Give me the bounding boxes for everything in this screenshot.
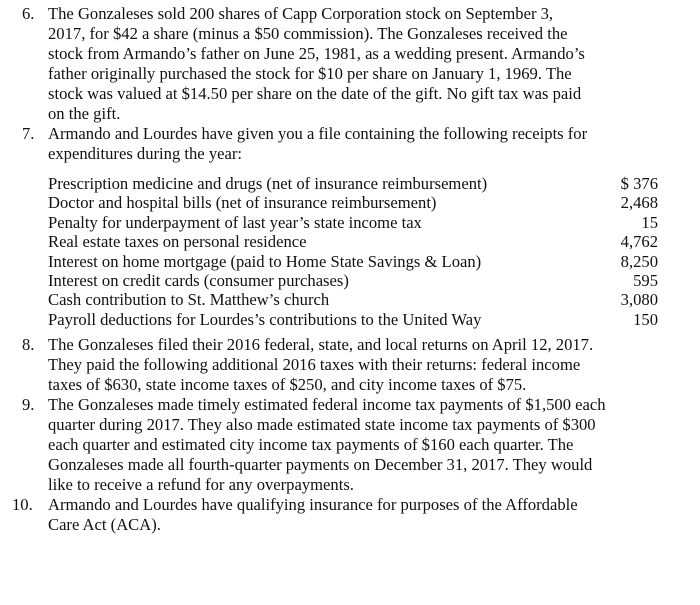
paragraph-line: The Gonzaleses made timely estimated federal income tax payments of $1,500 each bbox=[48, 395, 606, 415]
paragraph-line: stock was valued at $14.50 per share on the date of the gift. No gift tax was paid bbox=[48, 84, 582, 103]
receipt-row bbox=[48, 252, 658, 271]
item-body bbox=[48, 4, 690, 124]
receipt-row bbox=[48, 213, 658, 232]
receipt-label: Penalty for underpayment of last year’s state income tax bbox=[48, 212, 422, 232]
item-paragraph bbox=[48, 395, 690, 495]
paragraph-line: quarter during 2017. They also made estimated state income tax payments of $300 bbox=[48, 415, 596, 435]
paragraph-line: Care Act (ACA). bbox=[48, 515, 161, 535]
item-body bbox=[48, 335, 690, 395]
paragraph-line: each quarter and estimated city income tax payments of $160 each quarter. The bbox=[48, 435, 574, 455]
paragraph-line: like to receive a refund for any overpayments. bbox=[48, 475, 354, 495]
item-10 bbox=[12, 495, 690, 535]
item-paragraph bbox=[48, 4, 690, 124]
receipts-list bbox=[48, 174, 658, 329]
receipt-row bbox=[48, 310, 658, 329]
item-8 bbox=[22, 335, 690, 395]
receipt-amount: 15 bbox=[641, 212, 658, 232]
item-body bbox=[48, 395, 690, 495]
receipt-label: Interest on credit cards (consumer purchases) bbox=[48, 271, 349, 291]
receipt-label: Doctor and hospital bills (net of insurance reimbursement) bbox=[48, 193, 437, 213]
receipt-label: Cash contribution to St. Matthew’s church bbox=[48, 290, 330, 310]
item-number: 7. bbox=[22, 124, 35, 143]
item-paragraph bbox=[48, 495, 690, 535]
paragraph-line: on the gift. bbox=[48, 104, 121, 123]
receipt-amount: 8,250 bbox=[620, 251, 658, 271]
item-paragraph bbox=[48, 124, 690, 164]
paragraph-line: 2017, for $42 a share (minus a $50 commission). The Gonzaleses received the bbox=[48, 24, 568, 43]
receipt-amount: $ 376 bbox=[620, 174, 658, 193]
receipt-label: Real estate taxes on personal residence bbox=[48, 232, 307, 252]
paragraph-line: taxes of $630, state income taxes of $250, and city income taxes of $75. bbox=[48, 375, 527, 395]
paragraph-line: stock from Armando’s father on June 25, 1981, as a wedding present. Armando’s bbox=[48, 44, 585, 63]
item-paragraph bbox=[48, 335, 690, 395]
item-number: 9. bbox=[22, 395, 35, 415]
item-6 bbox=[22, 4, 690, 124]
receipt-amount: 150 bbox=[633, 309, 658, 329]
receipt-amount: 3,080 bbox=[620, 290, 658, 310]
receipt-amount: 595 bbox=[633, 271, 658, 291]
paragraph-line: father originally purchased the stock for $10 per share on January 1, 1969. The bbox=[48, 64, 572, 83]
paragraph-line: Gonzaleses made all fourth-quarter payments on December 31, 2017. They would bbox=[48, 455, 593, 475]
item-number: 10. bbox=[12, 495, 33, 515]
paragraph-line: The Gonzaleses filed their 2016 federal, state, and local returns on April 12, 2017. bbox=[48, 335, 594, 355]
receipt-row bbox=[48, 232, 658, 251]
paragraph-line: They paid the following additional 2016 taxes with their returns: federal income bbox=[48, 355, 581, 375]
item-7 bbox=[22, 124, 690, 335]
item-body bbox=[48, 495, 690, 535]
receipt-row bbox=[48, 271, 658, 290]
item-9 bbox=[22, 395, 690, 495]
paragraph-line: Armando and Lourdes have qualifying insurance for purposes of the Affordable bbox=[48, 495, 578, 515]
paragraph-line: expenditures during the year: bbox=[48, 144, 242, 163]
paragraph-line: The Gonzaleses sold 200 shares of Capp Corporation stock on September 3, bbox=[48, 4, 554, 23]
receipt-row bbox=[48, 174, 658, 193]
receipt-label: Payroll deductions for Lourdes’s contributions to the United Way bbox=[48, 309, 482, 329]
receipt-label: Interest on home mortgage (paid to Home State Savings & Loan) bbox=[48, 251, 482, 271]
item-number: 6. bbox=[22, 4, 35, 23]
receipt-label: Prescription medicine and drugs (net of insurance reimbursement) bbox=[48, 174, 488, 193]
item-body bbox=[48, 124, 690, 335]
receipt-amount: 4,762 bbox=[620, 232, 658, 252]
receipt-amount: 2,468 bbox=[620, 193, 658, 213]
receipt-row bbox=[48, 290, 658, 309]
paragraph-line: Armando and Lourdes have given you a file containing the following receipts for bbox=[48, 124, 588, 143]
receipt-row bbox=[48, 193, 658, 212]
item-number: 8. bbox=[22, 335, 35, 355]
